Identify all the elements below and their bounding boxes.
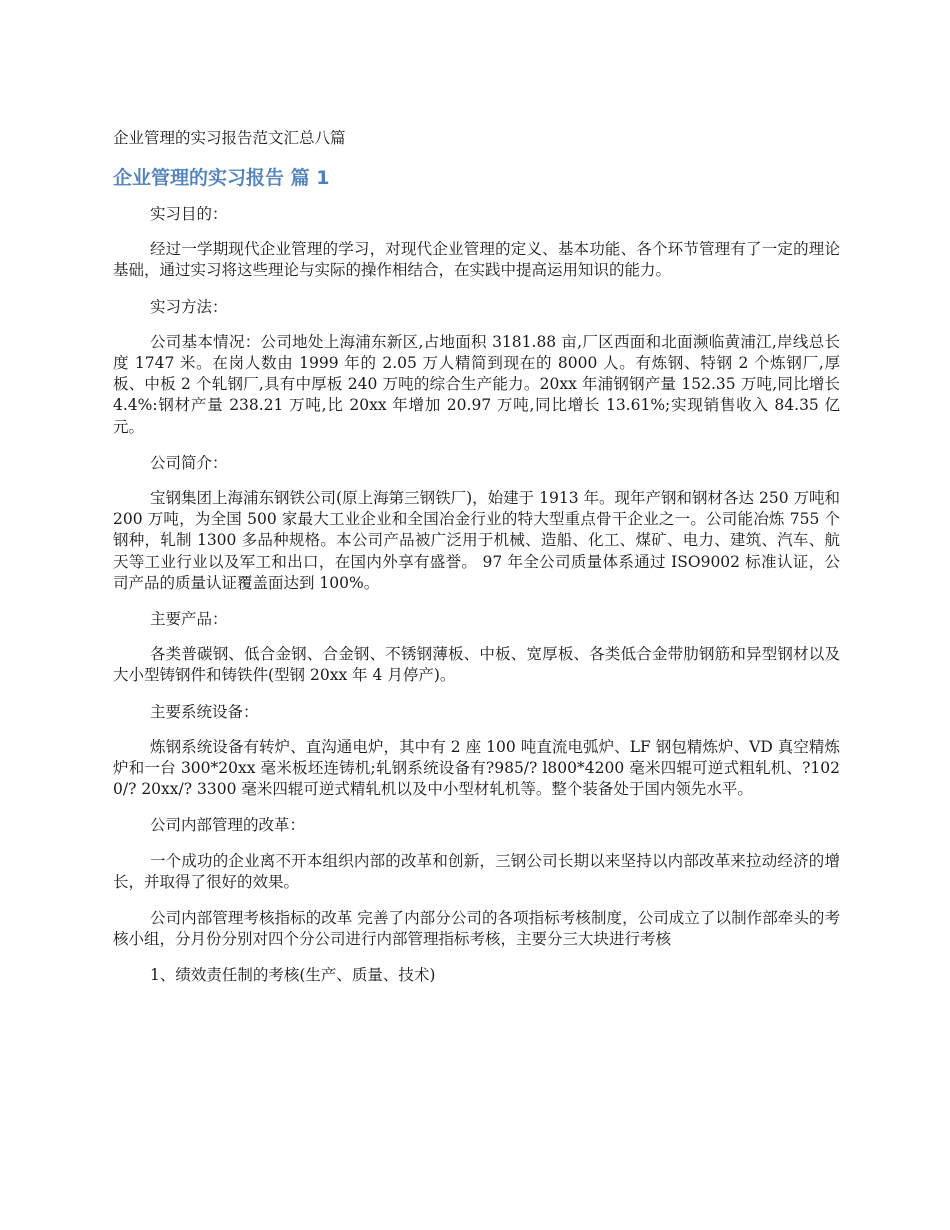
paragraph: 一个成功的企业离不开本组织内部的改革和创新，三钢公司长期以来坚持以内部改革来拉动经济的增长，并取得了很好的效果。 [113,851,840,891]
paragraph-label: 主要产品： [150,610,228,629]
paragraph-label: 主要系统设备： [150,702,259,721]
paragraph: 炼钢系统设备有转炉、直沟通电炉，其中有 2 座 100 吨直流电弧炉、LF 钢包精炼炉、VD 真空精炼炉和一台 300*20xx 毫米板坯连铸机;轧钢系统设备有?985/? l800*4200 毫米四辊可逆式粗轧机、?1020/? 20xx/? 3300 毫米四辊可逆式精轧机以及中小型材轧机等。整个装备处于国内领先水平。 [113,737,840,799]
paragraph: 1、绩效责任制的考核(生产、质量、技术) [150,966,436,985]
paragraph: 经过一学期现代企业管理的学习，对现代企业管理的定义、基本功能、各个环节管理有了一定的理论基础，通过实习将这些理论与实际的操作相结合，在实践中提高运用知识的能力。 [113,240,840,280]
paragraph-label: 公司简介： [150,453,228,472]
paragraph-label: 实习方法： [150,297,228,316]
paragraph: 公司内部管理考核指标的改革 完善了内部分公司的各项指标考核制度，公司成立了以制作部牵头的考核小组，分月份分别对四个分公司进行内部管理指标考核，主要分三大块进行考核 [113,909,840,949]
paragraph-label: 公司内部管理的改革： [150,816,306,835]
document-title: 企业管理的实习报告范文汇总八篇 [113,129,346,147]
paragraph: 各类普碳钢、低合金钢、合金钢、不锈钢薄板、中板、宽厚板、各类低合金带肋钢筋和异型钢材以及大小型铸钢件和铸铁件(型钢 20xx 年 4 月停产)。 [113,645,840,685]
paragraph: 公司基本情况：公司地处上海浦东新区,占地面积 3181.88 亩,厂区西面和北面濒临黄浦江,岸线总长度 1747 米。在岗人数由 1999 年的 2.05 万人精简到现在的 8000 人。有炼钢、特钢 2 个炼钢厂,厚板、中板 2 个轧钢厂,具有中厚板 240 万吨的综合生产能力。20xx 年浦钢钢产量 152.35 万吨,同比增长 4.4%:钢材产量 238.21 万吨,比 20xx 年增加 20.97 万吨,同比增长 13.61%;实现销售收入 84.35 亿元。 [113,332,840,436]
section-heading: 企业管理的实习报告 篇 1 [113,167,330,189]
paragraph: 宝钢集团上海浦东钢铁公司(原上海第三钢铁厂)，始建于 1913 年。现年产钢和钢材各达 250 万吨和 200 万吨，为全国 500 家最大工业企业和全国冶金行业的特大型重点骨干企业之一。公司能冶炼 755 个钢种，轧制 1300 多品种规格。本公司产品被广泛用于机械、造船、化工、煤矿、电力、建筑、汽车、航天等工业行业以及军工和出口，在国内外享有盛誉。 97 年全公司质量体系通过 ISO9002 标准认证，公司产品的质量认证覆盖面达到 100%。 [113,489,840,592]
document-body [113,204,840,1002]
paragraph-label: 实习目的： [150,205,228,223]
